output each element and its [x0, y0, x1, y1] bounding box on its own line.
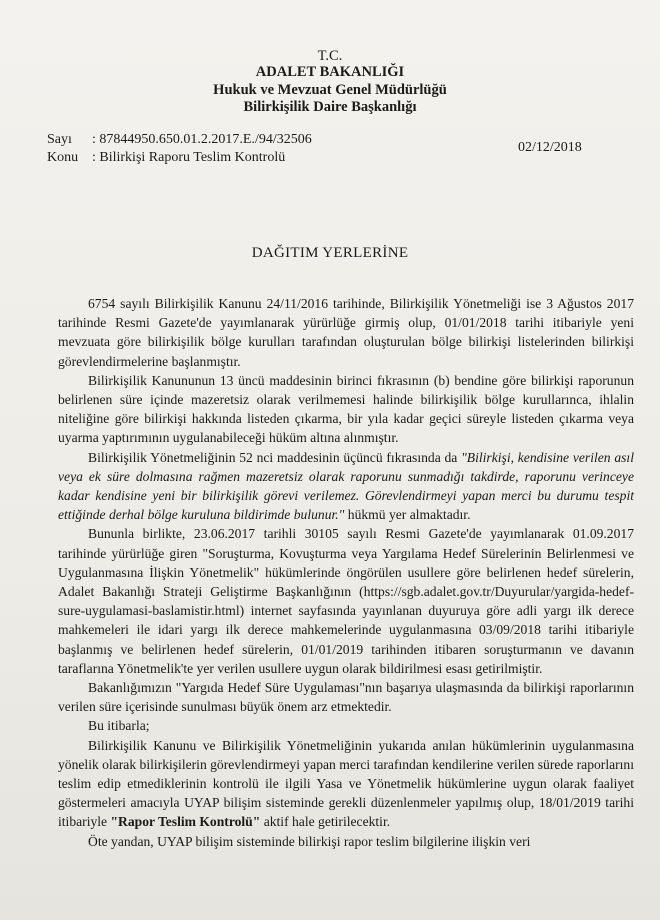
paragraph-5: Bakanlığımızın "Yargıda Hedef Süre Uygulaması"nın başarıya ulaşmasında da bilirkişi raporlarının verilen süre içerisinde sunulması büyük önem arz etmektedir. — [58, 680, 634, 715]
paragraph-7 — [58, 736, 634, 832]
paragraph-1: 6754 sayılı Bilirkişilik Kanunu 24/11/2016 tarihinde, Bilirkişilik Yönetmeliği ise 3 Ağustos 2017 tarihinde Resmi Gazete'de yayımlanarak yürürlüğe girmiş olup, 01/01/2018 tarihi itibariyle yeni mevzuata göre bilirkişilik bölge kurulları tarafından oluşturulan bölge bilirkişi listelerinden bilirkişi görevlendirmelerine başlanmıştır. — [58, 296, 634, 369]
konu-value: : Bilirkişi Raporu Teslim Kontrolü — [92, 150, 286, 165]
header-tc: T.C. — [317, 48, 343, 64]
distribution-heading: DAĞITIM YERLERİNE — [251, 245, 409, 261]
header-department: Bilirkişilik Daire Başkanlığı — [243, 99, 417, 115]
header-ministry: ADALET BAKANLIĞI — [255, 64, 405, 80]
paragraph-2: Bilirkişilik Kanununun 13 üncü maddesinin birinci fıkrasının (b) bendine göre bilirkişi raporunun belirlenen süre içinde mazeretsiz olarak verilmemesi halinde bilirkişilik bölge kurullarınca, ihlalin niteliğine göre bilirkişi hakkında listeden çıkarma, bir yıla kadar geçici süreyle listeden çıkarma veya uyarma yaptırımının uygulanabileceği hüküm altına alınmıştır. — [58, 372, 634, 446]
regulation-quote: "Bilirkişi, kendisine verilen asıl veya ek süre dolmasına rağmen mazeretsiz olarak raporunu sunmadığı takdirde, raporunu verinceye kadar kendisine yeni bir bilirkişilik görevi verilemez. Görevlendirmeyi yapan merci bu durumu tespit ettiğinde derhal bölge kuruluna bildirimde bulunur." — [58, 449, 634, 523]
sayi-value: : 87844950.650.01.2.2017.E./94/32506 — [92, 132, 312, 147]
paragraph-3-end: hükmü yer almaktadır. — [344, 507, 471, 523]
paragraph-6: Bu itibarla; — [88, 718, 150, 734]
header-directorate: Hukuk ve Mevzuat Genel Müdürlüğü — [213, 82, 447, 98]
document-body — [58, 294, 634, 851]
rapor-teslim-kontrolu: "Rapor Teslim Kontrolü" — [110, 814, 261, 830]
paragraph-4: Bununla birlikte, 23.06.2017 tarihli 30105 sayılı Resmi Gazete'de yayımlanarak 01.09.2017 tarihinde yürürlüğe giren "Soruşturma, Kovuşturma veya Yargılama Hedef Sürelerinin Belirlenmesi ve Uygulanmasına İlişkin Yönetmelik" hükümlerinde öngörülen usullere göre belirlenen hedef sürelerin, Adalet Bakanlığı Strateji Geliştirme Başkanlığının (https://sgb.adalet.gov.tr/Duyurular/yargida-hedef-sure-uygulamasi-baslamistir.html) internet sayfasında yayınlanan duyuruya göre adli yargı ilk derece mahkemeleri ile idari yargı ilk derece mahkemelerinde uygulanmasına 03/09/2018 tarihi itibariyle başlanmış ve belirlenen hedef sürelerin, 01/01/2019 tarihinden itibaren soruşturmanın ve davanın taraflarına Yönetmelik'te yer verilen usullere uygun olarak bildirilmesi esası getirilmiştir. — [58, 526, 634, 676]
document-date: 02/12/2018 — [518, 140, 582, 155]
paragraph-3-start: Bilirkişilik Yönetmeliğinin 52 nci maddesinin üçüncü fıkrasında da — [88, 449, 462, 465]
paragraph-8: Öte yandan, UYAP bilişim sisteminde bilirkişi rapor teslim bilgilerine ilişkin veri — [88, 833, 531, 849]
konu-label: Konu — [47, 150, 79, 165]
paragraph-7-end: aktif hale getirilecektir. — [260, 814, 391, 830]
sayi-label: Sayı — [47, 132, 72, 147]
paragraph-3 — [58, 448, 634, 525]
paragraph-7-start: Bilirkişilik Kanunu ve Bilirkişilik Yönetmeliğinin yukarıda anılan hükümlerinin uygulanmasına yönelik olarak bilirkişilerin görevlendirmeyi yapan merci tarafından kendilerine verilen sürede raporlarını teslim edip etmediklerinin kontrolü ile ilgili Yasa ve Yönetmelik hükümlerine uygun olarak faaliyet göstermeleri amacıyla UYAP bilişim sisteminde gerekli düzenlenmeler yapılmış olup, 18/01/2019 tarihi itibariyle — [58, 737, 635, 830]
